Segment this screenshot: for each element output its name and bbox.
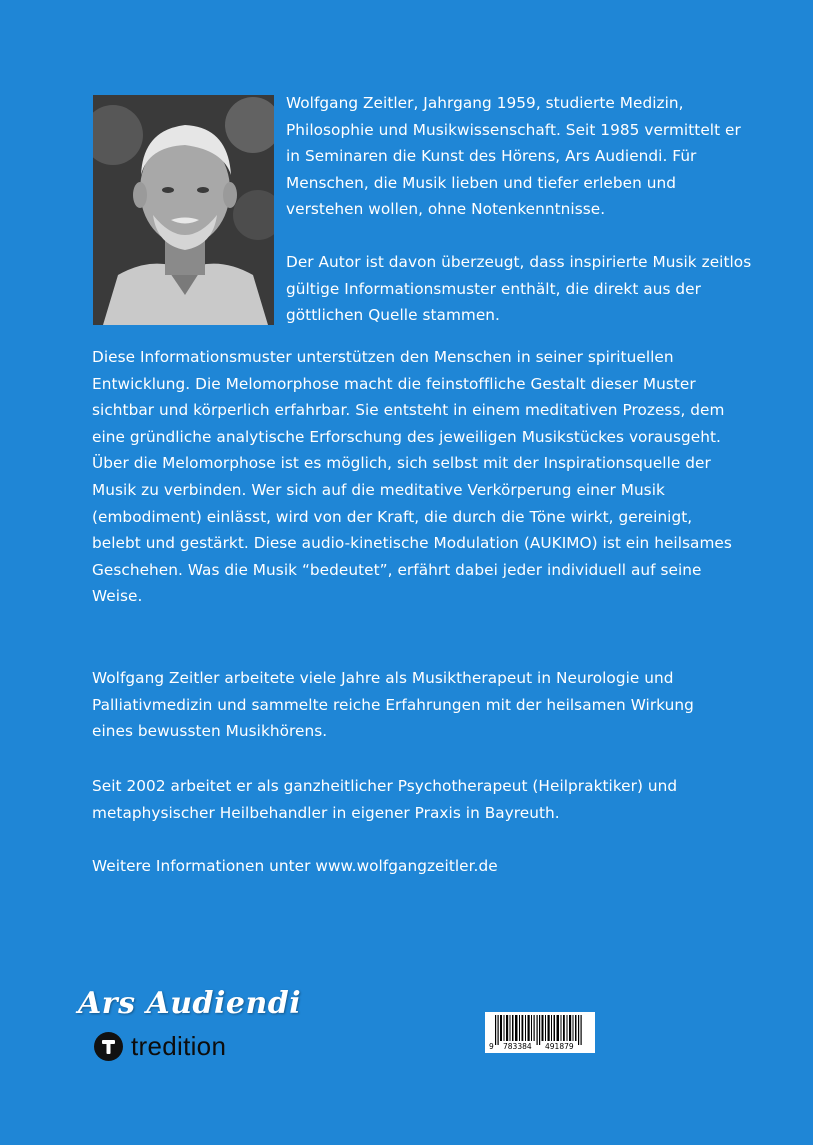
barcode-digit-lead: 9	[489, 1042, 494, 1051]
career-paragraph: Wolfgang Zeitler arbeitete viele Jahre als Musiktherapeut in Neurologie und Palliativmedizin und sammelte reiche Erfahrungen mit der heilsamen Wirkung eines bewussten Musikhörens.	[92, 669, 694, 741]
author-bio-paragraph-2: Der Autor ist davon überzeugt, dass inspirierte Musik zeitlos gültige Informationsmuster enthält, die direkt aus der göttlichen Quelle stammen.	[286, 253, 752, 325]
publisher-logo	[94, 1031, 226, 1062]
isbn-barcode	[485, 1012, 595, 1053]
publisher-name: tredition	[131, 1031, 227, 1061]
barcode-digits-left: 783384	[503, 1042, 532, 1051]
author-bio-paragraph-1: Wolfgang Zeitler, Jahrgang 1959, studierte Medizin, Philosophie und Musikwissenschaft. Seit 1985 vermittelt er in Seminaren die Kunst des Hörens, Ars Audiendi. Für Menschen, die Musik lieben und tiefer erleben und verstehen wollen, ohne Notenkenntnisse.	[286, 94, 741, 219]
barcode-digits-right: 491879	[545, 1042, 574, 1051]
website-info: Weitere Informationen unter www.wolfgangzeitler.de	[92, 857, 498, 875]
author-portrait-illustration	[93, 95, 274, 325]
melomorphose-paragraph: Diese Informationsmuster unterstützen den Menschen in seiner spirituellen Entwicklung. Die Melomorphose macht die feinstoffliche Gestalt dieser Muster sichtbar und körperlich erfahrbar. Sie entsteht in einem meditativen Prozess, dem eine gründliche analytische Erforschung des jeweiligen Musikstückes vorausgeht. Über die Melomorphose ist es möglich, sich selbst mit der Inspirationsquelle der Musik zu verbinden. Wer sich auf die meditative Verkörperung einer Musik (embodiment) einlässt, wird von der Kraft, die durch die Töne wirkt, gereinigt, belebt und gestärkt. Diese audio-kinetische Modulation (AUKIMO) ist ein heilsames Geschehen. Was die Musik “bedeutet”, erfährt dabei jeder individuell auf seine Weise.	[92, 348, 732, 606]
series-title: Ars Audiendi	[78, 986, 302, 1021]
author-photo	[93, 95, 274, 325]
tredition-logo-icon	[94, 1032, 123, 1061]
practice-paragraph: Seit 2002 arbeitet er als ganzheitlicher Psychotherapeut (Heilpraktiker) und metaphysischer Heilbehandler in eigener Praxis in Bayreuth.	[92, 777, 678, 822]
